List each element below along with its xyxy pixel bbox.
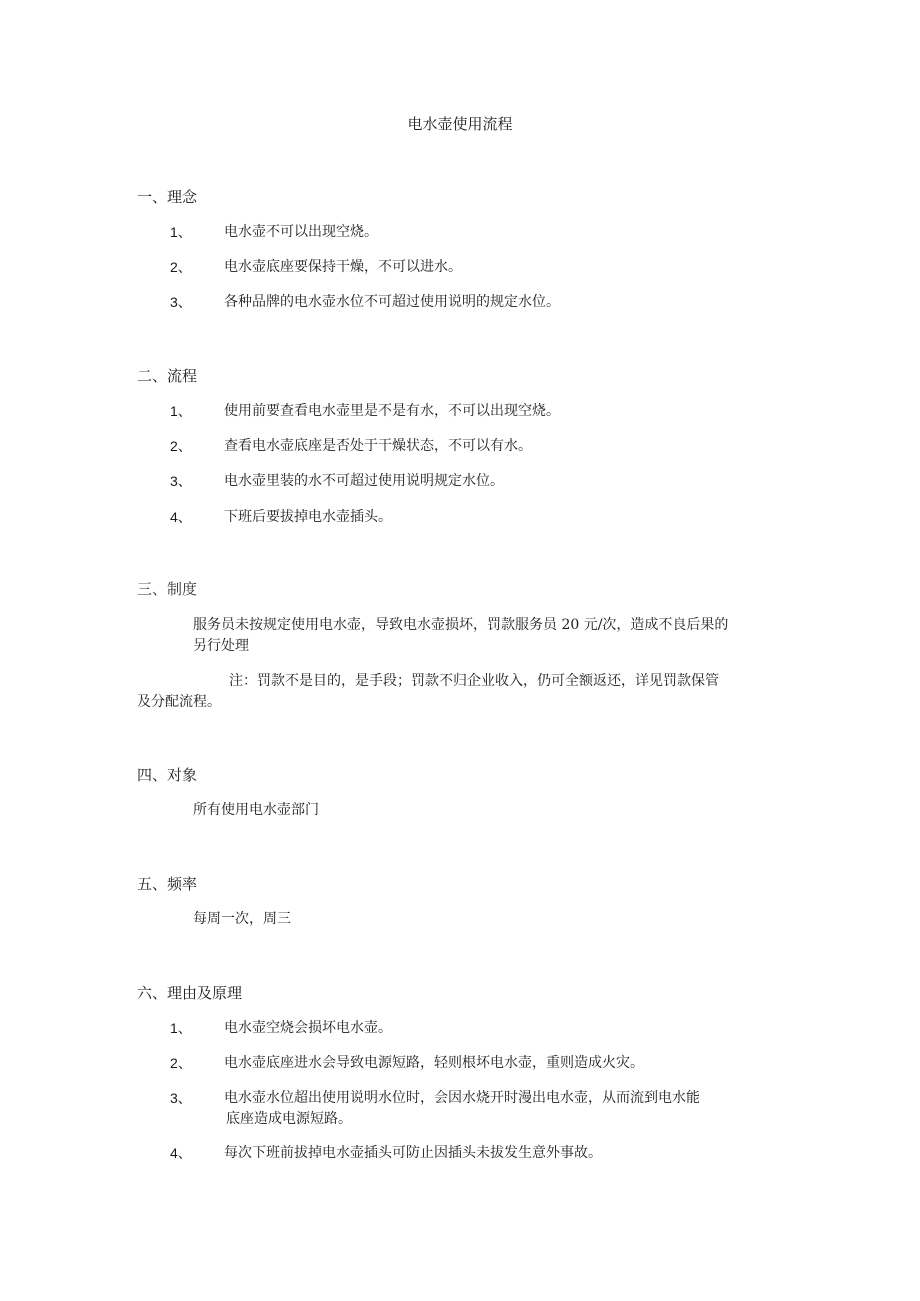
paragraph-line: 所有使用电水壶部门 [193,802,319,818]
section-heading-principle: 一、理念 [137,188,198,206]
list-item-number: 3、 [170,473,192,489]
list-item-text: 使用前要查看电水壶里是不是有水，不可以出现空烧。 [224,403,560,419]
list-item-text: 下班后要拔掉电水壶插头。 [224,509,392,525]
section-heading-process: 二、流程 [137,367,198,385]
list-item-text-continued: 底座造成电源短路。 [226,1111,352,1127]
paragraph-line: 另行处理 [193,638,249,654]
list-item-text: 电水壶不可以出现空烧。 [224,224,378,240]
paragraph-line: 服务员未按规定使用电水壶，导致电水壶损坏，罚款服务员 20 元/次，造成不良后果的 [193,617,729,633]
list-item-number: 2、 [170,438,192,454]
list-item-number: 4、 [170,1145,192,1161]
list-item-number: 2、 [170,259,192,275]
list-item-text: 查看电水壶底座是否处于干燥状态，不可以有水。 [224,438,532,454]
list-item-number: 1、 [170,403,192,419]
list-item-number: 3、 [170,294,192,310]
section-heading-regulation: 三、制度 [137,580,198,598]
paragraph-line: 每周一次，周三 [193,911,291,927]
list-item-text: 电水壶底座进水会导致电源短路，轻则根坏电水壶，重则造成火灾。 [224,1055,644,1071]
section-heading-target: 四、对象 [137,766,198,784]
list-item-text: 电水壶底座要保持干燥，不可以进水。 [224,259,462,275]
list-item-text: 电水壶里装的水不可超过使用说明规定水位。 [224,473,504,489]
list-item-text: 电水壶空烧会损坏电水壶。 [224,1020,392,1036]
section-heading-reasons: 六、理由及原理 [137,984,243,1002]
list-item-text: 每次下班前拔掉电水壶插头可防止因插头未拔发生意外事故。 [224,1145,602,1161]
document-title: 电水壶使用流程 [407,115,513,133]
list-item-number: 4、 [170,509,192,525]
section-heading-frequency: 五、频率 [137,875,198,893]
list-item-text: 电水壶水位超出使用说明水位时，会因水烧开时漫出电水壶，从而流到电水能 [224,1090,700,1106]
list-item-text: 各种品牌的电水壶水位不可超过使用说明的规定水位。 [224,294,560,310]
list-item-number: 3、 [170,1090,192,1106]
note-line: 注：罚款不是目的，是手段；罚款不归企业收入，仍可全额返还，详见罚款保管 [229,673,719,689]
list-item-number: 2、 [170,1055,192,1071]
list-item-number: 1、 [170,224,192,240]
list-item-number: 1、 [170,1020,192,1036]
note-line: 及分配流程。 [137,694,221,710]
